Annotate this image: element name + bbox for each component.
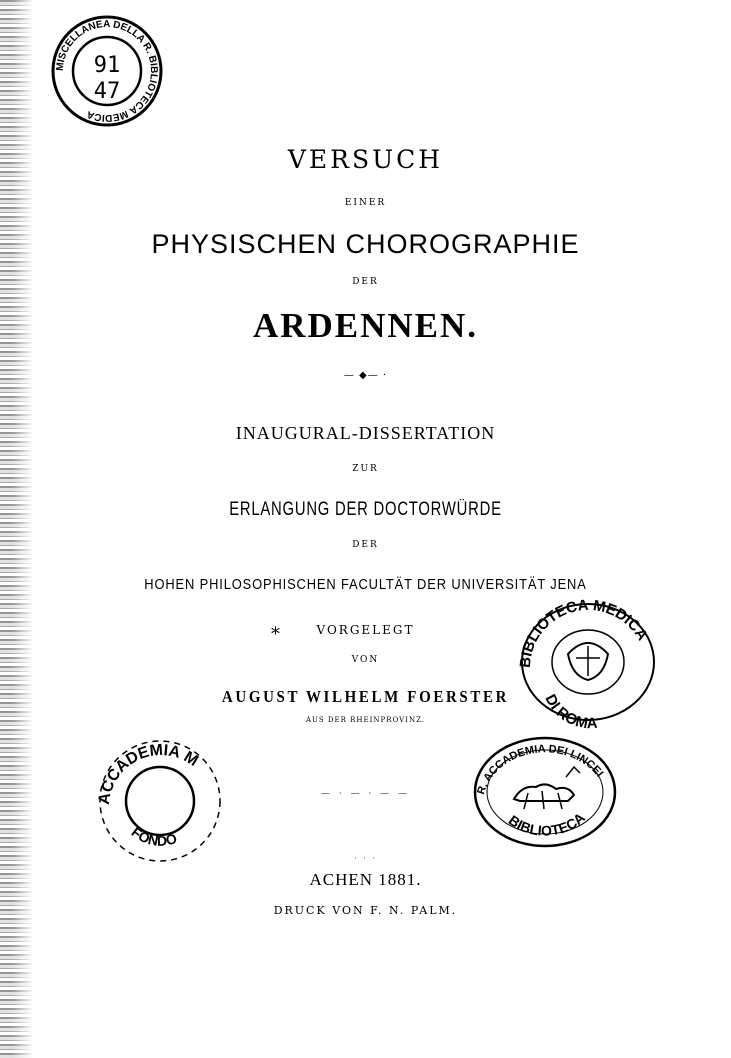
- stamp-bottom-text: DI ROMA: [541, 691, 598, 733]
- svg-text:FONDO: [129, 824, 179, 849]
- region-title: ARDENNEN.: [252, 306, 479, 345]
- title: VERSUCH: [287, 145, 444, 174]
- library-stamp-bottom-left: [95, 735, 225, 865]
- separator-rule: — · — · — —: [320, 789, 411, 799]
- stamp-ring-text: MISCELLANEA DELLA R. BIBLIOTECA MEDICA: [54, 18, 160, 124]
- imprint-printer: DRUCK VON F. N. PALM.: [273, 904, 458, 917]
- stamp-number-1: 91: [93, 53, 121, 78]
- title-connector-einer: EINER: [344, 198, 387, 208]
- author-origin: AUS DER RHEINPROVINZ.: [305, 716, 426, 724]
- library-stamp-top-left: [50, 14, 164, 128]
- imprint-place-year: ACHEN 1881.: [309, 870, 422, 889]
- connector-der: DER: [352, 277, 379, 287]
- library-stamp-right: [516, 596, 658, 733]
- stamp-ring-text: ACCADEMIA M: [95, 741, 201, 806]
- svg-text:BIBLIOTECA: [506, 809, 588, 838]
- faculty-line: HOHEN PHILOSOPHISCHEN FACULTÄT DER UNIVERSITÄT JENA: [144, 576, 587, 593]
- stamp-ring-text: BIBLIOTECA MEDICA: [516, 596, 651, 669]
- submitted-label: VORGELEGT: [316, 623, 415, 637]
- library-stamp-bottom-right: [470, 733, 620, 851]
- svg-text:ACCADEMIA M: [96, 742, 201, 806]
- stamp-bottom-text: FONDO: [128, 823, 179, 849]
- connector-der-2: DER: [352, 540, 379, 550]
- svg-text:R. ACCADEMIA DEI LINCEI: [475, 743, 605, 796]
- ink-mark-icon: ⁎: [271, 618, 280, 639]
- subject-line: PHYSISCHEN CHOROGRAPHIE: [151, 229, 580, 259]
- stamp-ring-text: R. ACCADEMIA DEI LINCEI: [475, 743, 606, 796]
- connector-von: VON: [351, 655, 380, 665]
- separator-dots: · · ·: [354, 854, 377, 863]
- connector-zur: ZUR: [352, 464, 379, 474]
- purpose-line: ERLANGUNG DER DOCTORWÜRDE: [229, 499, 502, 520]
- svg-text:DI ROMA: [542, 692, 599, 733]
- stamp-number-2: 47: [93, 79, 121, 104]
- ornament-rule: — ◆— ·: [343, 370, 388, 381]
- author-name: AUGUST WILHELM FOERSTER: [221, 687, 510, 706]
- stamp-bottom-text: BIBLIOTECA: [505, 809, 588, 839]
- dissertation-type: INAUGURAL-DISSERTATION: [235, 423, 496, 443]
